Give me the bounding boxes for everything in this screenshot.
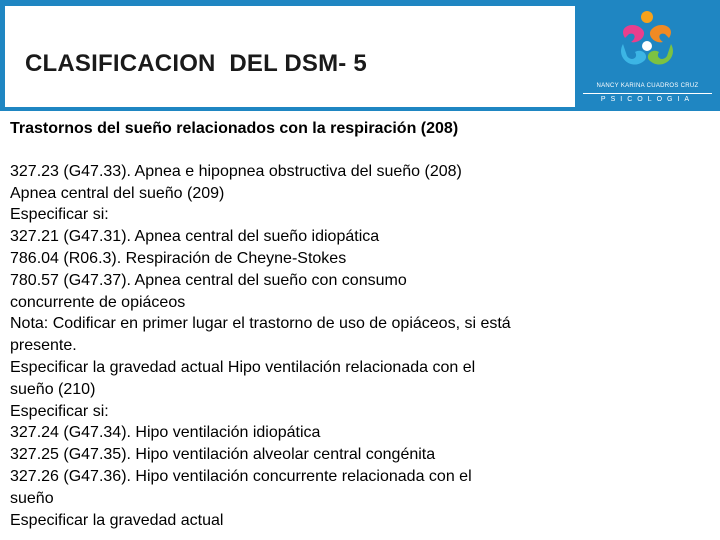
psychology-logo-icon [595,8,700,80]
content-line: Especificar si: [10,206,109,224]
content-line: Especificar si: [10,402,109,420]
header-frame-bottom [0,107,575,111]
content-line: presente. [10,337,77,355]
content-line: Apnea central del sueño (209) [10,184,225,202]
slide-content [10,118,710,531]
slide-title: CLASIFICACION DEL DSM- 5 [25,50,367,77]
content-line: 327.24 (G47.34). Hipo ventilación idiopática [10,424,321,442]
content-line: 327.25 (G47.35). Hipo ventilación alveolar central congénita [10,446,436,464]
content-line: Especificar la gravedad actual [10,511,224,529]
title-box [5,6,575,107]
content-line: 327.23 (G47.33). Apnea e hipopnea obstructiva del sueño (208) [10,162,462,180]
content-line: 327.21 (G47.31). Apnea central del sueño idiopática [10,228,380,246]
content-line: sueño (210) [10,380,96,398]
logo-panel [575,0,720,111]
content-line: 786.04 (R06.3). Respiración de Cheyne-Stokes [10,249,347,267]
content-line: Nota: Codificar en primer lugar el trastorno de uso de opiáceos, si está [10,315,511,333]
content-line: sueño [10,489,54,507]
logo-divider [583,93,712,94]
content-line: Especificar la gravedad actual Hipo ventilación relacionada con el [10,358,476,376]
section-heading: Trastornos del sueño relacionados con la respiración (208) [10,120,459,137]
content-line: concurrente de opiáceos [10,293,186,311]
slide-header [0,0,720,111]
logo-name: NANCY KARINA CUADROS CRUZ [596,83,699,89]
logo-subtitle: PSICOLOGIA [600,96,695,103]
content-line: 327.26 (G47.36). Hipo ventilación concurrente relacionada con el [10,467,472,485]
content-line: 780.57 (G47.37). Apnea central del sueño con consumo [10,271,407,289]
